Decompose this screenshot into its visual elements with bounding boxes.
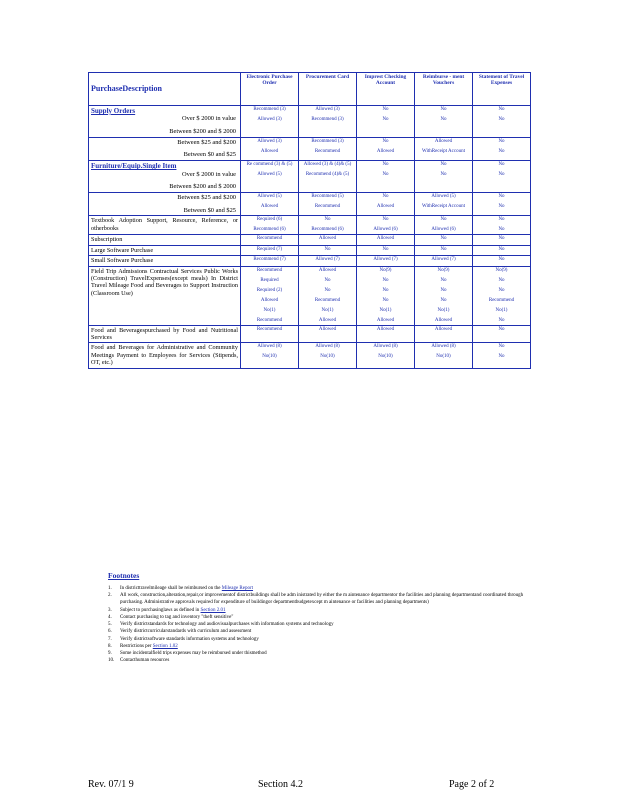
method-value: No	[382, 193, 389, 199]
method-value: No(10)	[320, 354, 335, 360]
footnote-item	[108, 607, 528, 614]
method-value: WithReceipt Account	[422, 148, 465, 154]
method-value: Allowed	[376, 148, 395, 154]
method-cell	[357, 106, 415, 138]
table-row	[89, 256, 531, 266]
method-cell	[299, 266, 357, 325]
method-value: No	[498, 193, 505, 199]
method-value: Recommend	[314, 148, 341, 154]
method-cell	[357, 161, 415, 193]
method-value: No	[382, 287, 389, 293]
footnote-body: Verify districtsoftware standards information systems and technology	[120, 636, 259, 642]
method-cell	[241, 343, 299, 368]
method-cell	[473, 256, 531, 266]
method-value: Allowed	[434, 317, 453, 323]
method-cell	[473, 192, 531, 215]
method-value: Recommend	[256, 317, 283, 323]
method-cell	[241, 216, 299, 235]
method-value: No	[498, 217, 505, 223]
method-value: No	[498, 257, 505, 263]
method-value: No	[498, 236, 505, 242]
footnote-text	[120, 628, 528, 635]
method-cell	[299, 192, 357, 215]
method-value: Recommend	[314, 297, 341, 303]
method-value: No(9)	[379, 267, 392, 273]
footnote-body: Subject to purchasinglaws as defined in	[120, 607, 200, 613]
method-cell	[299, 216, 357, 235]
footnote-text	[120, 614, 528, 621]
method-value: Required (7)	[256, 246, 283, 252]
table-row	[89, 266, 531, 325]
method-value: Recommend (3)	[311, 117, 344, 122]
footnote-link[interactable]: Section 1.02	[152, 643, 178, 649]
footnote-text	[120, 607, 528, 614]
footnote-body: All work, construction,alteration,repair,or improvementof districtbuildings shall be adm inistrated by either the m aintenance departmentor the facilities and planning departmentand coordinated through purchasing. Administrative approvals required for expenditure of buildingor departmentbudgetexcept m aintenance or facilities and planning departments)	[120, 593, 524, 606]
row-description	[89, 106, 241, 138]
method-value: No	[382, 246, 389, 252]
method-value: No	[498, 138, 505, 144]
price-range-label: Between $25 and $200	[177, 138, 236, 146]
footer-revision: Rev. 07/1 9	[88, 779, 134, 790]
footnote-text	[120, 636, 528, 643]
method-cell	[241, 192, 299, 215]
method-value: Allowed	[260, 297, 279, 303]
method-value: No	[440, 172, 447, 178]
method-cell	[415, 266, 473, 325]
table-row	[89, 343, 531, 368]
method-value: No	[382, 117, 389, 122]
method-cell	[299, 106, 357, 138]
method-value: No	[498, 148, 505, 154]
price-range-label: Between $0 and $25	[183, 206, 236, 214]
method-value: Allowed	[318, 317, 337, 323]
item-description: Food and Beverages for Administrative and Community Meetings Payment to Employees for Services (Stipends, OT, etc.)	[91, 344, 238, 367]
footnote-item	[108, 636, 528, 643]
method-value: WithReceipt Account	[422, 203, 465, 209]
row-description	[89, 245, 241, 255]
method-value: Recommend	[488, 297, 515, 303]
method-value: Allowed	[434, 138, 453, 144]
method-cell	[415, 343, 473, 368]
method-value: No	[382, 172, 389, 178]
method-value: Allowed	[376, 326, 395, 332]
footnote-number: 9.	[108, 651, 112, 657]
header-procurement-card: Procurement Card	[299, 73, 357, 106]
footnotes-title: Footnotes	[108, 571, 140, 580]
method-cell	[357, 216, 415, 235]
method-value: No	[440, 107, 447, 112]
method-value: Allowed	[260, 148, 279, 154]
method-value: Allowed (3)	[257, 138, 282, 144]
method-cell	[299, 235, 357, 245]
method-value: Allowed	[318, 236, 337, 242]
price-range-label: Over $ 2000 in value	[182, 170, 236, 178]
method-cell	[415, 216, 473, 235]
method-cell	[415, 245, 473, 255]
method-cell	[473, 106, 531, 138]
method-value: Recommend (3)	[311, 138, 344, 144]
footnote-number: 6.	[108, 629, 112, 635]
item-description: Textbook Adoption Support, Resource, Reference, or otherbooks	[91, 217, 238, 232]
method-cell	[357, 325, 415, 343]
header-electronic-po: Electronic Purchase Order	[241, 73, 299, 106]
method-cell	[241, 325, 299, 343]
method-cell	[473, 216, 531, 235]
method-cell	[415, 256, 473, 266]
footnote-item	[108, 628, 528, 635]
footnote-item	[108, 621, 528, 628]
method-value: No	[498, 117, 505, 122]
method-value: Allowed (3) & (4)& (5)	[303, 162, 352, 168]
footnote-link[interactable]: Section 2.01	[200, 607, 226, 613]
row-description	[89, 256, 241, 266]
method-cell	[415, 235, 473, 245]
method-value: No	[382, 162, 389, 168]
method-value: No(10)	[378, 354, 393, 360]
method-cell	[415, 161, 473, 193]
method-value: No(10)	[436, 354, 451, 360]
method-value: Recommend (4)& (5)	[305, 172, 350, 178]
method-value: Required	[260, 277, 279, 283]
method-value: No	[440, 236, 447, 242]
footnote-number: 10.	[108, 658, 115, 664]
method-value: No	[498, 354, 505, 360]
method-value: No	[440, 162, 447, 168]
method-cell	[357, 235, 415, 245]
method-value: Allowed	[376, 236, 395, 242]
method-value: No(9)	[437, 267, 450, 273]
method-cell	[241, 266, 299, 325]
footnote-item	[108, 585, 528, 592]
footnote-number: 5.	[108, 622, 112, 628]
method-value: No	[382, 217, 389, 223]
method-value: No(1)	[321, 307, 334, 313]
method-value: Recommend	[256, 326, 283, 332]
purchase-method-table	[88, 72, 531, 369]
footnote-body: Verify districtstandards for technology and audiovisualpurchases with information systems and technology	[120, 622, 334, 628]
item-description: Subscription	[91, 236, 123, 244]
footnote-body: Restrictions per	[120, 643, 152, 649]
method-value: No(1)	[495, 307, 508, 313]
method-cell	[241, 161, 299, 193]
method-cell	[415, 106, 473, 138]
method-value: Allowed	[434, 326, 453, 332]
method-value: No	[324, 277, 331, 283]
method-value: Allowed (8)	[257, 344, 282, 350]
table-row	[89, 235, 531, 245]
method-value: No	[440, 217, 447, 223]
footnote-number: 1.	[108, 585, 112, 591]
item-description: Small Software Purchase	[91, 257, 154, 265]
method-cell	[357, 266, 415, 325]
method-value: Allowed	[376, 317, 395, 323]
method-value: No	[498, 227, 505, 233]
method-value: No(1)	[263, 307, 276, 313]
method-value: No	[498, 107, 505, 112]
footnote-text	[120, 650, 528, 657]
footnote-number: 4.	[108, 614, 112, 620]
item-description: Large Software Purchase	[91, 246, 154, 254]
footnotes-list	[108, 585, 528, 665]
method-value: No	[440, 246, 447, 252]
price-range-label: Between $200 and $ 2000	[169, 128, 236, 136]
method-cell	[241, 245, 299, 255]
footnote-number: 8.	[108, 643, 112, 649]
footnote-item	[108, 592, 528, 607]
method-cell	[473, 245, 531, 255]
method-value: Allowed	[318, 326, 337, 332]
method-cell	[357, 192, 415, 215]
method-value: No(1)	[437, 307, 450, 313]
method-value: No(9)	[495, 267, 508, 273]
method-cell	[415, 137, 473, 160]
item-description: Field Trip Admissions Contractual Services Public Works (Construction) TravelExpenses(except meals) In District Travel Mileage Food and Beverages to Support Instruction (Classroom Use)	[91, 267, 238, 297]
method-value: Allowed (3)	[257, 117, 282, 122]
method-value: No	[498, 246, 505, 252]
method-value: No	[498, 162, 505, 168]
method-cell	[473, 235, 531, 245]
method-cell	[415, 325, 473, 343]
method-value: No	[324, 287, 331, 293]
method-value: No(1)	[379, 307, 392, 313]
method-value: Allowed (8)	[315, 344, 340, 350]
row-description	[89, 161, 241, 193]
method-value: No	[440, 277, 447, 283]
method-value: No	[498, 287, 505, 293]
method-value: No	[382, 107, 389, 112]
method-value: Allowed (5)	[257, 172, 282, 178]
footnote-text	[120, 643, 528, 650]
method-cell	[357, 256, 415, 266]
footnote-body: Verify districtcurricularstandards with curriculum and assessment	[120, 629, 252, 635]
method-value: No	[498, 344, 505, 350]
method-value: No	[440, 287, 447, 293]
method-cell	[299, 161, 357, 193]
method-cell	[299, 343, 357, 368]
row-description	[89, 137, 241, 160]
method-value: Recommend (6)	[253, 227, 286, 233]
category-label: Furniture/Equip.Single Item	[91, 162, 177, 171]
header-travel-expenses: Statement of Travel Expenses	[473, 73, 531, 106]
method-cell	[299, 256, 357, 266]
table-body	[89, 106, 531, 369]
table-row	[89, 325, 531, 343]
method-value: No	[440, 117, 447, 122]
price-range-label: Between $25 and $200	[177, 193, 236, 201]
table-row	[89, 216, 531, 235]
method-value: Recommend (6)	[311, 227, 344, 233]
method-value: Recommend (3)	[253, 107, 286, 112]
row-description	[89, 266, 241, 325]
footnote-link[interactable]: Mileage Report	[221, 585, 254, 591]
footnote-body: In districttravelmileage shall be reimbursed on the	[120, 585, 221, 591]
footnote-number: 7.	[108, 636, 112, 642]
method-value: Allowed (7)	[373, 257, 398, 263]
footnote-item	[108, 657, 528, 664]
footnote-number: 3.	[108, 607, 112, 613]
table-row	[89, 161, 531, 193]
footnote-body: Some incidentalfield trips expenses may be reimbursed under thismethod	[120, 651, 267, 657]
footnote-item	[108, 650, 528, 657]
method-value: Allowed (3)	[315, 107, 340, 112]
method-value: No	[498, 317, 505, 323]
method-value: No	[324, 217, 331, 223]
footer-page-number: Page 2 of 2	[449, 779, 495, 790]
header-description: PurchaseDescription	[89, 73, 241, 106]
table-row	[89, 245, 531, 255]
method-value: No	[498, 277, 505, 283]
method-value: No	[324, 246, 331, 252]
method-value: Re commend (3) & (5)	[246, 162, 293, 168]
footnote-item	[108, 643, 528, 650]
method-value: No	[382, 138, 389, 144]
method-cell	[357, 343, 415, 368]
method-value: Required (6)	[256, 217, 283, 223]
row-description	[89, 325, 241, 343]
table-row	[89, 192, 531, 215]
method-cell	[241, 106, 299, 138]
method-value: Required (2)	[256, 287, 283, 293]
method-cell	[473, 343, 531, 368]
method-value: Allowed (8)	[373, 344, 398, 350]
method-value: No	[498, 172, 505, 178]
method-cell	[473, 325, 531, 343]
footnotes-section	[108, 571, 528, 665]
method-cell	[357, 245, 415, 255]
method-cell	[415, 192, 473, 215]
category-label: Supply Orders	[91, 107, 136, 115]
method-value: Allowed (7)	[431, 257, 456, 263]
table-row	[89, 106, 531, 138]
method-cell	[357, 137, 415, 160]
footnote-text	[120, 585, 528, 592]
footnote-text	[120, 657, 528, 664]
method-value: Allowed (5)	[431, 193, 456, 199]
table-row	[89, 137, 531, 160]
method-value: Allowed (6)	[431, 227, 456, 233]
method-value: No	[498, 203, 505, 209]
table-header-row	[89, 73, 531, 106]
method-value: No(10)	[262, 354, 277, 360]
footnote-number: 2.	[108, 593, 112, 599]
footnote-body: Contacthuman resources	[120, 658, 170, 664]
method-value: No	[382, 297, 389, 303]
method-cell	[473, 137, 531, 160]
method-value: Allowed (5)	[257, 193, 282, 199]
method-value: Recommend	[256, 267, 283, 273]
footnote-body: Contact purchasing to tag and inventory "theft sensitive"	[120, 614, 234, 620]
price-range-label: Between $200 and $ 2000	[169, 183, 236, 191]
row-description	[89, 235, 241, 245]
method-cell	[241, 235, 299, 245]
method-value: Allowed	[318, 267, 337, 273]
method-value: Allowed	[376, 203, 395, 209]
method-cell	[299, 325, 357, 343]
footnote-text	[120, 592, 528, 607]
method-value: Allowed	[260, 203, 279, 209]
item-description: Food and Beveragespurchased by Food and Nutritional Services	[91, 326, 238, 342]
footer-section: Section 4.2	[258, 779, 303, 790]
method-cell	[241, 256, 299, 266]
method-cell	[299, 245, 357, 255]
method-value: No	[382, 277, 389, 283]
method-cell	[473, 161, 531, 193]
row-description	[89, 192, 241, 215]
footnote-item	[108, 614, 528, 621]
method-value: Recommend	[256, 236, 283, 242]
method-value: Allowed (7)	[315, 257, 340, 263]
method-cell	[241, 137, 299, 160]
header-reimbursement-vouchers: Reimburse - ment Vouchers	[415, 73, 473, 106]
header-imprest-checking: Imprest Checking Account	[357, 73, 415, 106]
method-cell	[299, 137, 357, 160]
method-cell	[473, 266, 531, 325]
row-description	[89, 216, 241, 235]
method-value: Recommend (5)	[311, 193, 344, 199]
method-value: Recommend	[314, 203, 341, 209]
footnote-text	[120, 621, 528, 628]
method-value: No	[498, 326, 505, 332]
method-value: No	[440, 297, 447, 303]
row-description	[89, 343, 241, 368]
price-range-label: Between $0 and $25	[183, 151, 236, 159]
method-value: Allowed (8)	[431, 344, 456, 350]
method-value: Allowed (6)	[373, 227, 398, 233]
method-value: Recommend (7)	[253, 257, 286, 263]
price-range-label: Over $ 2000 in value	[182, 115, 236, 123]
